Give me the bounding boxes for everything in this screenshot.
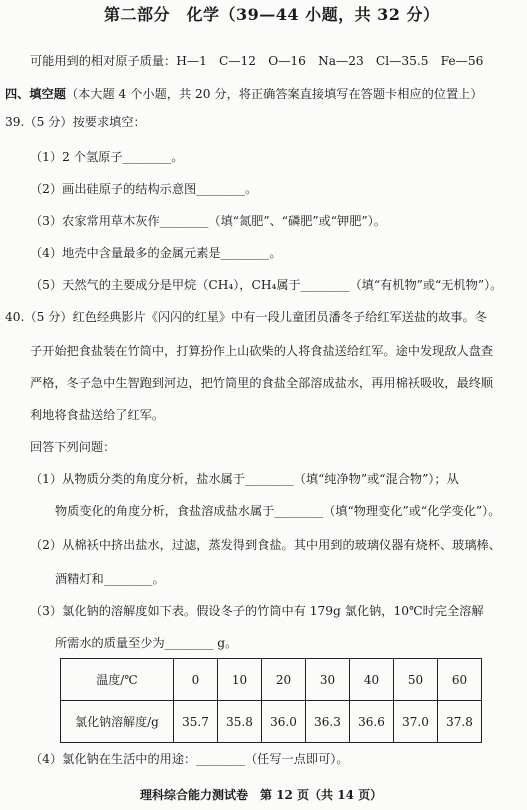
temperature-cell: 0 — [174, 659, 218, 701]
temperature-cell: 30 — [306, 659, 350, 701]
q39-item-4: （4）地壳中含量最多的金属元素是________。 — [30, 246, 282, 260]
q40-stem-line-4: 利地将食盐送给了红军。 — [30, 408, 165, 422]
page-footer: 理科综合能力测试卷 第 12 页（共 14 页） — [140, 788, 383, 802]
temperature-cell: 20 — [262, 659, 306, 701]
q39-stem: 39.（5 分）按要求填空： — [5, 115, 146, 129]
q40-sub2-line-2: 酒精灯和________。 — [55, 572, 165, 586]
q40-prompt: 回答下列问题： — [30, 440, 116, 454]
solubility-cell: 35.8 — [218, 701, 262, 743]
q40-sub3-line-1: （3）氯化钠的溶解度如下表。假设冬子的竹筒中有 179g 氯化钠，10℃时完全溶解 — [30, 604, 484, 618]
q40-sub3-line-2: 所需水的质量至少为________ g。 — [55, 636, 238, 650]
q39-item-1: （1）2 个氢原子________。 — [30, 150, 184, 164]
section-title: 第二部分 化学（39—44 小题，共 32 分） — [104, 5, 440, 24]
q40-stem-line-3: 严格，冬子急中生智跑到河边，把竹筒里的食盐全部溶成盐水，再用棉袄吸收，最终顺 — [30, 376, 494, 390]
solubility-cell: 37.8 — [438, 701, 482, 743]
q40-stem-line-1: 40.（5 分）红色经典影片《闪闪的红星》中有一段儿童团员潘冬子给红军送盐的故事。冬 — [5, 310, 487, 324]
q40-sub4: （4）氯化钠在生活中的用途：________（任写一点即可）。 — [30, 752, 349, 766]
solubility-cell: 35.7 — [174, 701, 218, 743]
temperature-cell: 50 — [394, 659, 438, 701]
q40-sub1-line-2: 物质变化的角度分析，食盐溶成盐水属于________（填“物理变化”或“化学变化”）。 — [55, 504, 501, 518]
q40-stem-line-2: 子开始把食盐装在竹筒中，打算扮作上山砍柴的人将食盐送给红军。途中发现敌人盘查 — [30, 344, 494, 358]
table-row — [61, 701, 482, 743]
temperature-cell: 40 — [350, 659, 394, 701]
solubility-cell: 36.6 — [350, 701, 394, 743]
solubility-table — [60, 658, 482, 743]
solubility-cell: 36.0 — [262, 701, 306, 743]
section-four-title: 四、填空题 — [5, 87, 66, 101]
temperature-cell: 10 — [218, 659, 262, 701]
q39-item-2: （2）画出硅原子的结构示意图________。 — [30, 182, 258, 196]
temperature-header: 温度/℃ — [61, 659, 174, 701]
section-four-note: （本大题 4 个小题，共 20 分，将正确答案直接填写在答题卡相应的位置上） — [65, 87, 483, 101]
atomic-masses: 可能用到的相对原子质量：H—1 C—12 O—16 Na—23 Cl—35.5 Fe—56 — [30, 54, 484, 68]
table-row — [61, 659, 482, 701]
section-four-heading — [5, 85, 483, 102]
solubility-cell: 37.0 — [394, 701, 438, 743]
q40-sub1-line-1: （1）从物质分类的角度分析，盐水属于________（填“纯净物”或“混合物”）；从 — [30, 472, 459, 486]
q39-item-3: （3）农家常用草木灰作________（填“氮肥”、“磷肥”或“钾肥”）。 — [30, 214, 386, 228]
temperature-cell: 60 — [438, 659, 482, 701]
solubility-header: 氯化钠溶解度/g — [61, 701, 174, 743]
solubility-cell: 36.3 — [306, 701, 350, 743]
q39-item-5: （5）天然气的主要成分是甲烷（CH₄），CH₄属于________（填“有机物”或“无机物”）。 — [30, 278, 503, 292]
q40-sub2-line-1: （2）从棉袄中挤出盐水，过滤，蒸发得到食盐。其中用到的玻璃仪器有烧杯、玻璃棒、 — [30, 538, 501, 552]
